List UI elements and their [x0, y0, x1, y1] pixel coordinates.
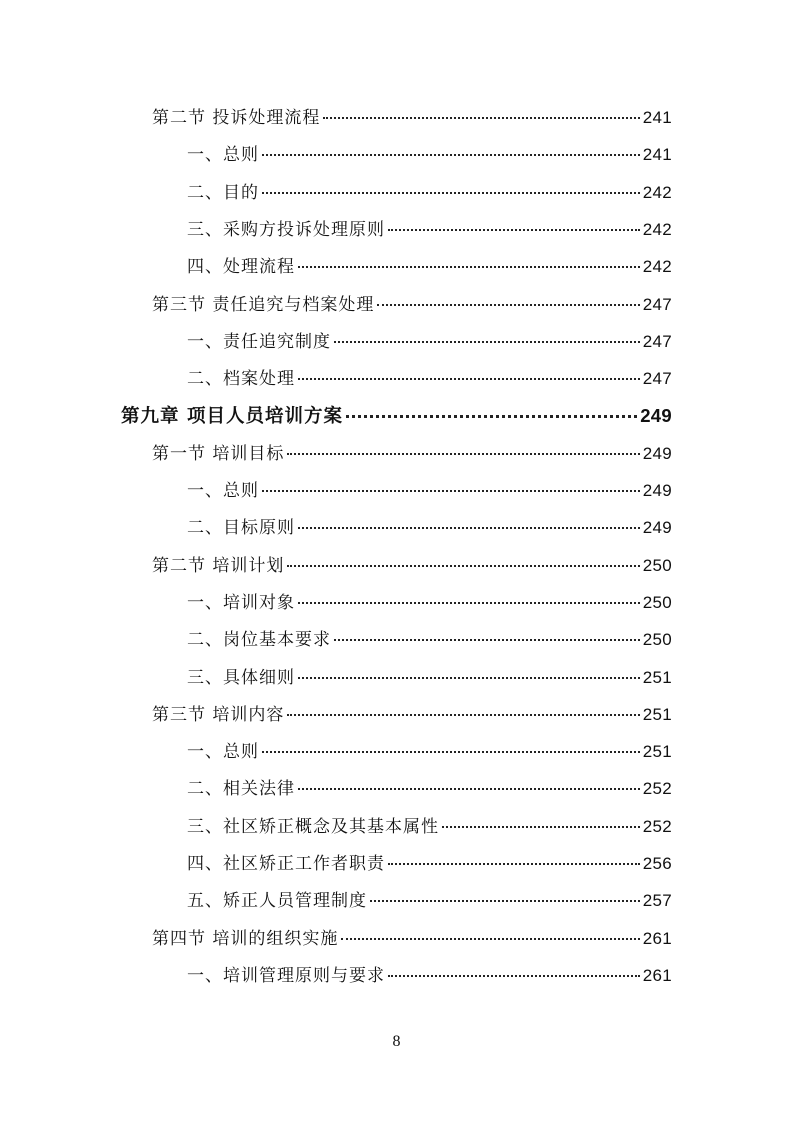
toc-entry-page: 250	[642, 592, 672, 612]
toc-entry-page: 249	[640, 405, 672, 427]
toc-entry-page: 257	[642, 891, 672, 911]
toc-entry[interactable]	[187, 667, 672, 689]
toc-entry-label: 第三节 责任追究与档案处理	[152, 294, 375, 315]
dot-leader	[287, 565, 639, 567]
dot-leader	[346, 415, 637, 418]
toc-entry-label: 四、处理流程	[187, 257, 295, 278]
toc-entry-label: 一、总则	[187, 742, 259, 763]
toc-entry-page: 250	[642, 630, 672, 650]
toc-entry[interactable]	[152, 294, 672, 316]
toc-entry[interactable]	[187, 331, 672, 353]
dot-leader	[287, 453, 639, 455]
toc-entry-page: 247	[642, 331, 672, 351]
toc-entry-page: 256	[642, 854, 672, 873]
dot-leader	[323, 117, 639, 119]
toc-entry-page: 241	[642, 108, 672, 127]
toc-entry-page: 242	[642, 182, 672, 202]
toc-entry-label: 一、培训对象	[187, 592, 295, 613]
dot-leader	[370, 900, 640, 902]
toc-entry[interactable]	[152, 555, 672, 577]
toc-entry[interactable]	[187, 480, 672, 502]
toc-entry[interactable]	[187, 182, 672, 204]
toc-entry-label: 二、岗位基本要求	[187, 630, 331, 651]
toc-entry-page: 252	[642, 779, 672, 799]
toc-entry[interactable]	[152, 704, 672, 726]
dot-leader	[341, 938, 639, 940]
toc-entry-label: 三、具体细则	[187, 667, 295, 688]
dot-leader	[388, 863, 640, 865]
toc-entry-page: 242	[642, 257, 672, 277]
dot-leader	[377, 304, 639, 306]
dot-leader	[334, 341, 640, 343]
toc-entry-page: 249	[642, 481, 672, 500]
toc-entry-label: 二、档案处理	[187, 369, 295, 390]
dot-leader	[298, 677, 640, 679]
dot-leader	[334, 639, 640, 641]
toc-entry-label: 第二节 培训计划	[152, 555, 285, 576]
dot-leader	[262, 751, 640, 753]
toc-entry-page: 249	[642, 443, 672, 463]
toc-entry[interactable]	[187, 368, 672, 390]
toc-entry[interactable]	[187, 816, 672, 838]
toc-entry-label: 一、总则	[187, 145, 259, 166]
toc-entry-page: 247	[642, 294, 672, 314]
toc-entry[interactable]	[187, 778, 672, 800]
toc-entry[interactable]	[187, 517, 672, 539]
toc-entry-label: 三、采购方投诉处理原则	[187, 219, 385, 240]
dot-leader	[298, 788, 640, 790]
dot-leader	[262, 192, 640, 194]
toc-entry-page: 241	[642, 145, 672, 165]
toc-entry-label: 第三节 培训内容	[152, 704, 285, 725]
toc-entry[interactable]	[187, 629, 672, 651]
toc-entry[interactable]	[152, 107, 672, 129]
dot-leader	[388, 975, 640, 977]
toc-entry[interactable]	[121, 405, 672, 428]
dot-leader	[298, 378, 640, 380]
toc-entry-page: 261	[642, 928, 672, 948]
toc-entry-page: 242	[642, 219, 672, 239]
toc-entry-label: 五、矫正人员管理制度	[187, 891, 367, 912]
toc-entry-page: 250	[642, 555, 672, 575]
toc-entry[interactable]	[187, 890, 672, 912]
toc-entry-label: 二、目的	[187, 182, 259, 203]
dot-leader	[442, 826, 640, 828]
toc-entry-label: 第九章 项目人员培训方案	[121, 406, 343, 428]
toc-entry-page: 247	[642, 369, 672, 389]
toc-entry-label: 二、相关法律	[187, 779, 295, 800]
dot-leader	[262, 154, 640, 156]
toc-entry-label: 第二节 投诉处理流程	[152, 108, 321, 128]
toc-entry-label: 一、责任追究制度	[187, 331, 331, 352]
toc-entry-page: 251	[642, 667, 672, 687]
toc-entry-page: 249	[642, 518, 672, 538]
toc-entry-label: 一、培训管理原则与要求	[187, 965, 385, 986]
page-number: 8	[392, 1033, 401, 1050]
toc-entry[interactable]	[187, 965, 672, 987]
toc-entry[interactable]	[187, 144, 672, 166]
toc-entry-page: 251	[642, 704, 672, 724]
dot-leader	[298, 266, 640, 268]
toc-entry-page: 251	[642, 742, 672, 762]
toc-entry-label: 四、社区矫正工作者职责	[187, 854, 385, 874]
toc-entry[interactable]	[187, 741, 672, 763]
toc-entry-page: 261	[642, 965, 672, 985]
toc-entry-label: 一、总则	[187, 481, 259, 501]
dot-leader	[388, 229, 640, 231]
dot-leader	[298, 602, 640, 604]
toc-entry[interactable]	[152, 928, 672, 950]
toc-entry[interactable]	[187, 219, 672, 241]
toc-entry[interactable]	[187, 592, 672, 614]
toc-entry-label: 第四节 培训的组织实施	[152, 928, 339, 949]
toc-entry-label: 二、目标原则	[187, 518, 295, 539]
toc-entry[interactable]	[187, 853, 672, 875]
toc-entry-label: 三、社区矫正概念及其基本属性	[187, 816, 439, 837]
dot-leader	[287, 714, 639, 716]
toc-entry[interactable]	[152, 443, 672, 465]
toc-entry-label: 第一节 培训目标	[152, 443, 285, 464]
toc-entry-page: 252	[642, 816, 672, 836]
toc-entry[interactable]	[187, 256, 672, 278]
dot-leader	[298, 527, 640, 529]
dot-leader	[262, 490, 640, 492]
